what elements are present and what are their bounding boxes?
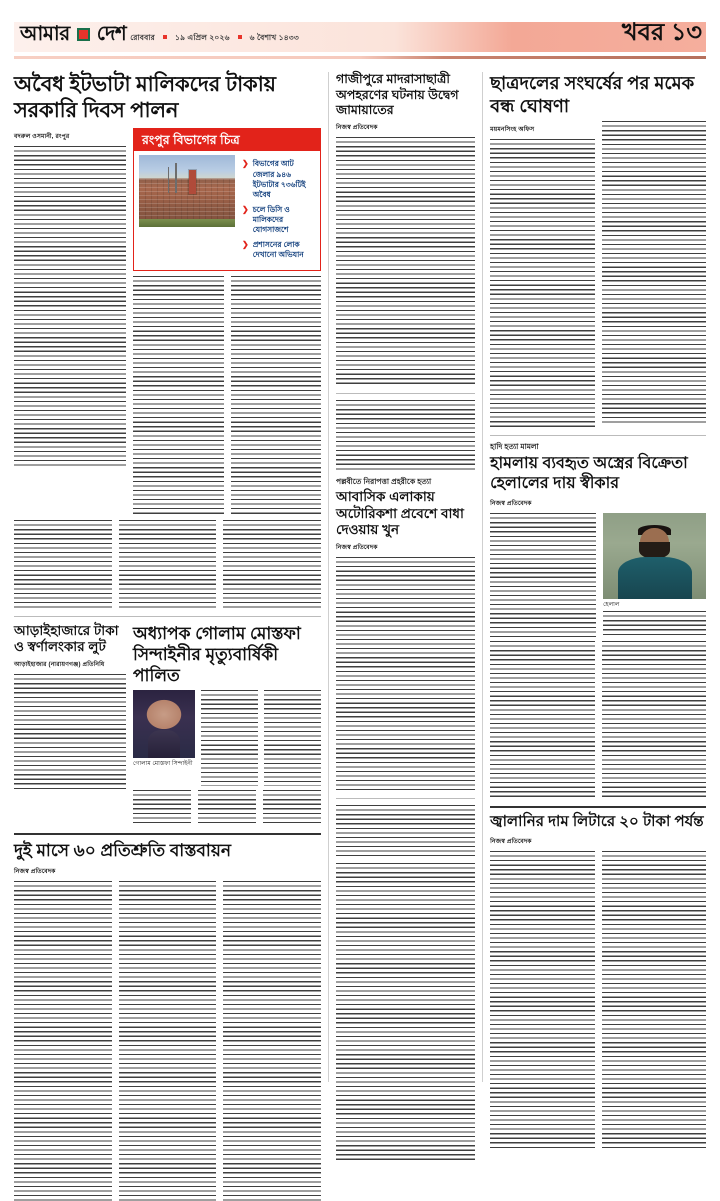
portrait-photo (133, 690, 195, 758)
headline: অধ্যাপক গোলাম মোস্তফা সিন্দাইনীর মৃত্যুবার্ষিকী পালিত (133, 623, 301, 686)
article-body-text (602, 121, 706, 423)
column-right (490, 72, 706, 1082)
article-body-text (336, 400, 475, 472)
lead-infobox-wrapper (133, 128, 321, 515)
brick-kiln-photo (139, 155, 235, 227)
article-body-text (119, 520, 217, 610)
article-body-text (133, 790, 191, 826)
column-divider (482, 72, 483, 1082)
column-divider (328, 72, 329, 1082)
article-body-text (223, 881, 321, 1201)
article-body-text (198, 790, 256, 826)
headline: ছাত্রদলের সংঘর্ষের পর মমেক বন্ধ ঘোষণা (490, 73, 695, 116)
mostafa-photo-block (133, 690, 195, 786)
bullet-marker-icon: ❯ (242, 159, 249, 169)
bullet-text: প্রশাসনের লোক দেখানো অভিযান (252, 240, 304, 260)
article-body-text (119, 881, 217, 1201)
column-left (14, 72, 321, 1082)
infobox-banner: রংপুর বিভাগের চিত্র (134, 129, 320, 151)
byline: ময়মনসিংহ অফিস (490, 127, 535, 133)
article-body-text (603, 611, 706, 637)
article-body-text (490, 641, 594, 799)
article-body-text (263, 790, 321, 826)
article-gazipur-abduction (336, 72, 475, 387)
page-grid (14, 72, 706, 1082)
article-body-text (14, 146, 126, 466)
byline: নিজস্ব প্রতিবেদক (490, 838, 532, 845)
chimney-icon (189, 170, 196, 194)
article-brick-kilns (14, 72, 321, 610)
bullet-marker-icon: ❯ (242, 204, 249, 214)
list-item (242, 159, 315, 200)
masthead-brand-group (20, 24, 299, 45)
byline: নিজস্ব প্রতিবেদক (336, 124, 378, 131)
lower-left-stories (14, 623, 321, 827)
article-body-text (264, 690, 321, 786)
list-item (242, 240, 315, 260)
pole-icon (175, 163, 177, 193)
article-body-text (133, 276, 224, 516)
infobox-bullet-list (240, 155, 315, 265)
article-body-text (201, 690, 258, 786)
list-item (242, 205, 315, 235)
headline: আবাসিক এলাকায় অটোরিকশা প্রবেশে বাধা দেওয়ায় খুন (336, 488, 464, 538)
newspaper-logo-second: দেশ (96, 23, 127, 45)
page-title: অবৈধ ইটভাটা মালিকদের টাকায় সরকারি দিবস পালন (14, 73, 276, 122)
section-divider (336, 393, 475, 394)
article-sixty-promises (14, 840, 321, 1200)
article-body-text (336, 137, 475, 387)
section-divider (14, 833, 321, 835)
byline: বদরুল ওসমানী, রংপুর (14, 134, 70, 141)
article-mmc-closed (490, 72, 706, 429)
article-araihazar-robbery (14, 623, 126, 827)
logo-square-icon (77, 28, 90, 41)
headline: গাজীপুরে মাদরাসাছাত্রী অপহরণের ঘটনায় উদ্বেগ জামায়াতের (336, 72, 459, 118)
article-body-text (223, 520, 321, 610)
separator-dot-icon (163, 35, 167, 39)
bullet-marker-icon: ❯ (242, 240, 249, 250)
pole-icon (168, 167, 170, 193)
article-mostafa-memorial (133, 623, 321, 827)
byline: নিজস্ব প্রতিবেদক (336, 545, 378, 552)
article-body-text (490, 513, 596, 637)
newspaper-logo-first: আমার (20, 23, 70, 45)
article-body-text (336, 805, 475, 857)
headline: জ্বালানির দাম লিটারে ২০ টাকা পর্যন্ত (490, 813, 704, 831)
article-body-text (490, 139, 594, 429)
article-hadi-murder-case (490, 442, 706, 799)
section-divider (336, 798, 475, 799)
article-body-text (490, 851, 594, 1151)
article-body-text (14, 881, 112, 1201)
column-middle (336, 72, 475, 1082)
headline: আড়াইহাজারে টাকা ও স্বর্ণালংকার লুট (14, 622, 119, 655)
article-body-text (336, 557, 475, 792)
kicker: পল্লবীতে নিরাপত্তা প্রহরীকে হত্যা (336, 476, 432, 486)
section-divider (14, 616, 321, 617)
headline: হামলায় ব্যবহৃত অস্ত্রের বিক্রেতা হেলালের দায় স্বীকার (490, 454, 688, 492)
article-body-text (231, 276, 322, 516)
photo-caption: গোলাম মোস্তফা সিন্দাইনী (133, 761, 193, 768)
grass-strip (139, 219, 235, 228)
masthead (14, 14, 706, 62)
fuel-price-continuation (336, 863, 475, 1163)
photo-caption: হেলাল (603, 601, 620, 608)
byline: নিজস্ব প্রতিবেদক (490, 500, 532, 507)
infobox (133, 128, 321, 270)
separator-dot-icon (238, 35, 242, 39)
article-pallabi-guard-killed (336, 477, 475, 792)
masthead-date-bengali: ৬ বৈশাখ ১৪৩৩ (249, 33, 299, 42)
torso-shape (618, 557, 692, 598)
section-page-label: খবর ১৩ (621, 19, 702, 46)
hadi-suspect-photo (603, 513, 706, 599)
masthead-divider (14, 56, 706, 59)
article-fuel-price (490, 813, 706, 1151)
section-divider (490, 806, 706, 808)
bullet-text: চলে ডিসি ও মালিকদের যোগসাজশে (252, 204, 290, 235)
bullet-text: বিভাগের আট জেলার ৯৪৬ ইটভাটার ৭৩৬টিই অবৈধ (252, 159, 306, 199)
section-divider (490, 435, 706, 436)
byline: নিজস্ব প্রতিবেদক (14, 868, 56, 875)
article-body-text (14, 674, 126, 792)
article-body-text (336, 863, 475, 1163)
byline: আড়াইহাজার (নারায়ণগঞ্জ) প্রতিনিধি (14, 662, 105, 669)
article-body-text (602, 851, 706, 1151)
lead-text-column-1 (14, 128, 126, 515)
masthead-date-gregorian: ১৯ এপ্রিল ২০২৬ (175, 33, 230, 42)
article-body-text (14, 520, 112, 610)
headline: দুই মাসে ৬০ প্রতিশ্রুতি বাস্তবায়ন (14, 841, 231, 861)
article-body-text (602, 641, 706, 799)
kicker: হাদি হত্যা মামলা (490, 442, 539, 451)
masthead-day: রোববার (130, 33, 156, 42)
